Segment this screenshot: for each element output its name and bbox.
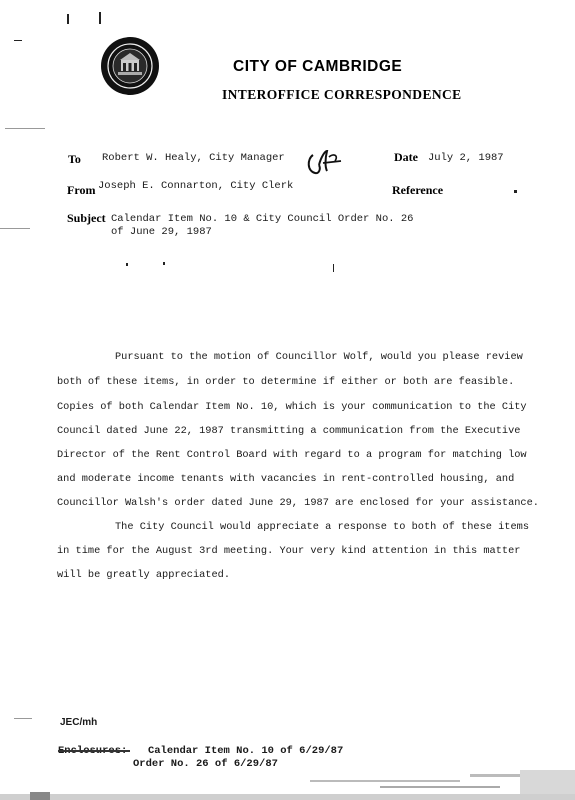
scan-speck <box>67 14 69 24</box>
body-line: in time for the August 3rd meeting. Your very kind attention in this matter <box>57 545 521 557</box>
scan-speck <box>99 12 101 24</box>
enclosure-item-2: Order No. 26 of 6/29/87 <box>133 758 278 770</box>
enclosure-item-1: Calendar Item No. 10 of 6/29/87 <box>147 745 344 757</box>
scan-speck <box>163 262 165 265</box>
scan-speck <box>5 128 45 129</box>
correspondence-title: INTEROFFICE CORRESPONDENCE <box>222 87 462 102</box>
body-line: Copies of both Calendar Item No. 10, which is your communication to the City <box>57 401 527 413</box>
scan-speck <box>126 263 128 266</box>
city-seal-icon <box>101 37 159 95</box>
to-label: To <box>68 152 81 166</box>
subject-line-2: of June 29, 1987 <box>111 226 212 238</box>
city-title: CITY OF CAMBRIDGE <box>233 58 403 75</box>
body-line: and moderate income tenants with vacancies in rent-controlled housing, and <box>57 473 515 485</box>
from-value: Joseph E. Connarton, City Clerk <box>98 180 294 192</box>
body-line: will be greatly appreciated. <box>57 569 231 581</box>
scan-speck <box>14 718 32 719</box>
body-line: The City Council would appreciate a response to both of these items <box>115 521 530 533</box>
body-line: Council dated June 22, 1987 transmitting a communication from the Executive <box>57 425 521 437</box>
scan-speck <box>514 190 517 193</box>
reference-label: Reference <box>392 183 444 197</box>
scan-speck <box>14 40 22 41</box>
date-value: July 2, 1987 <box>428 152 504 164</box>
body-line: Councillor Walsh's order dated June 29, 1987 are enclosed for your assistance. <box>57 497 539 509</box>
scan-speck <box>0 228 30 229</box>
typist-initials: JEC/mh <box>60 717 98 728</box>
body-line: Pursuant to the motion of Councillor Wolf, would you please review <box>115 351 523 363</box>
strike-through-mark <box>58 750 130 752</box>
to-value: Robert W. Healy, City Manager <box>102 152 285 164</box>
handwritten-initials-mark <box>305 147 345 181</box>
subject-label: Subject <box>67 211 106 225</box>
body-line: Director of the Rent Control Board with regard to a program for matching low <box>57 449 527 461</box>
subject-line-1: Calendar Item No. 10 & City Council Order No. 26 <box>111 213 414 225</box>
scan-noise <box>0 770 575 800</box>
body-line: both of these items, in order to determine if either or both are feasible. <box>57 376 515 388</box>
date-label: Date <box>394 150 418 164</box>
from-label: From <box>67 183 96 197</box>
scan-speck <box>333 264 334 272</box>
